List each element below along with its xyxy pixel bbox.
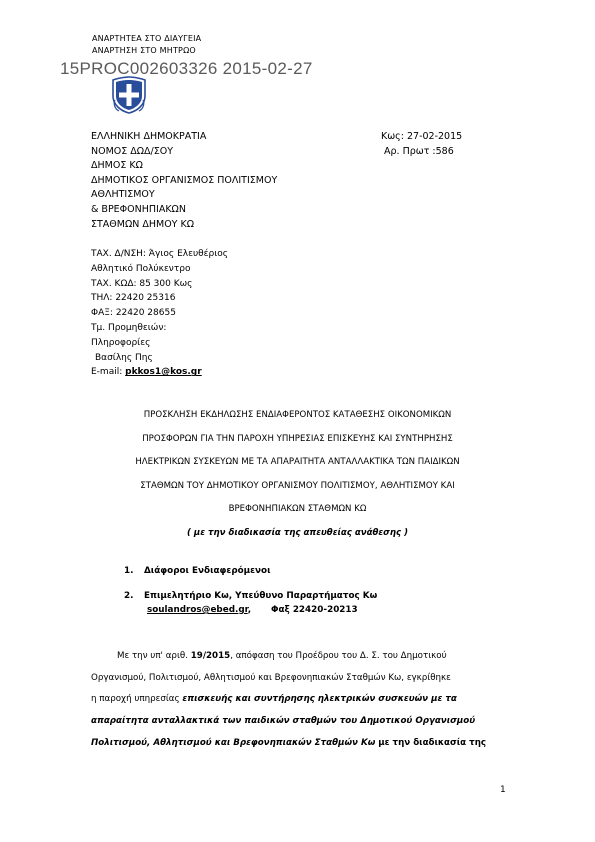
title-line: ΣΤΑΘΜΩΝ ΤΟΥ ΔΗΜΟΤΙΚΟΥ ΟΡΓΑΝΙΣΜΟΥ ΠΟΛΙΤΙΣΜΟΥ, ΑΘΛΗΤΙΣΜΟΥ ΚΑΙ	[140, 480, 455, 491]
protocol-stamp: 15PROC002603326 2015-02-27	[60, 59, 313, 78]
address-block	[91, 247, 228, 380]
body-emphasis: Πολιτισμού, Αθλητισμού και Βρεφονηπιακών Σταθμών Κω	[91, 737, 376, 748]
body-line	[91, 646, 486, 668]
body-text: , απόφαση του Προέδρου του Δ. Σ. του Δημοτικού	[230, 651, 447, 661]
address-phone: ΤΗΛ: 22420 25316	[91, 293, 176, 304]
body-line: Οργανισμού, Πολιτισμού, Αθλητισμού και Βρεφονηπιακών Σταθμών Κω, εγκρίθηκε	[91, 672, 451, 683]
header-line: ΔΗΜΟΤΙΚΟΣ ΟΡΓΑΝΙΣΜΟΣ ΠΟΛΙΤΙΣΜΟΥ	[91, 174, 278, 186]
recipient-fax: Φαξ 22420-20213	[271, 605, 358, 615]
contact-separator: ,	[247, 605, 252, 615]
recipient-text: Διάφοροι Ενδιαφερόμενοι	[144, 566, 271, 576]
email-label: E-mail:	[91, 367, 123, 378]
recipient-item	[124, 566, 271, 576]
address-postal: ΤΑΧ. ΚΩΔ: 85 300 Κως	[91, 278, 193, 289]
body-text: Με την υπ' αριθ.	[117, 651, 191, 661]
body-line	[91, 733, 486, 755]
recipient-email-link[interactable]: soulandros@ebed.gr	[147, 605, 248, 615]
decision-number: 19/2015	[190, 651, 231, 661]
address-fax: ΦΑΞ: 22420 28655	[91, 308, 176, 319]
title-subtitle: ( με την διαδικασία της απευθείας ανάθεσης )	[187, 527, 408, 538]
recipient-number: 1.	[124, 566, 134, 576]
body-line: απαραίτητα ανταλλακτικά των παιδικών σταθμών του Δημοτικού Οργανισμού	[91, 716, 476, 727]
document-date: Κως: 27-02-2015	[381, 131, 463, 142]
recipient-text: Επιμελητήριο Κω, Υπεύθυνο Παραρτήματος Κω	[144, 591, 378, 601]
body-text: με την διαδικασία της	[375, 737, 487, 748]
body-paragraph	[91, 646, 486, 755]
header-line: ΣΤΑΘΜΩΝ ΔΗΜΟΥ ΚΩ	[91, 218, 194, 230]
stamp-line-1: ΑΝΑΡΤΗΤΕΑ ΣΤΟ ΔΙΑΥΓΕΙΑ	[92, 34, 202, 43]
protocol-number: Αρ. Πρωτ :586	[384, 146, 454, 157]
body-text: η παροχή υπηρεσίας	[91, 694, 183, 705]
title-line: ΠΡΟΣΚΛΗΣΗ ΕΚΔΗΛΩΣΗΣ ΕΝΔΙΑΦΕΡΟΝΤΟΣ ΚΑΤΑΘΕΣΗΣ ΟΙΚΟΝΟΜΙΚΩΝ	[143, 410, 452, 420]
header-line: ΕΛΛΗΝΙΚΗ ΔΗΜΟΚΡΑΤΙΑ	[91, 131, 207, 142]
recipient-contact	[147, 605, 358, 615]
page-number: 1	[500, 785, 506, 795]
address-venue: Αθλητικό Πολύκεντρο	[91, 263, 191, 274]
header-line: ΔΗΜΟΣ ΚΩ	[91, 160, 143, 172]
address-street: ΤΑΧ. Δ/ΝΣΗ: Άγιος Ελευθέριος	[91, 249, 229, 259]
recipient-item	[124, 591, 377, 601]
header-line: & ΒΡΕΦΟΝΗΠΙΑΚΩΝ	[91, 203, 186, 215]
address-dept: Τμ. Προμηθειών:	[91, 322, 167, 333]
header-line: ΝΟΜΟΣ ΔΩΔ/ΣΟΥ	[91, 145, 174, 157]
header-line: ΑΘΛΗΤΙΣΜΟΥ	[91, 189, 155, 201]
title-line: ΒΡΕΦΟΝΗΠΙΑΚΩΝ ΣΤΑΘΜΩΝ ΚΩ	[228, 504, 367, 514]
title-line: ΠΡΟΣΦΟΡΩΝ ΓΙΑ ΤΗΝ ΠΑΡΟΧΗ ΥΠΗΡΕΣΙΑΣ ΕΠΙΣΚΕΥΗΣ ΚΑΙ ΣΥΝΤΗΡΗΣΗΣ	[142, 433, 453, 444]
address-email-row	[91, 365, 228, 380]
stamp-line-2: ΑΝΑΡΤΗΣΗ ΣΤΟ ΜΗΤΡΩΟ	[92, 46, 196, 55]
body-line	[91, 689, 486, 711]
recipient-number: 2.	[124, 591, 134, 601]
issuer-header	[91, 130, 277, 232]
address-contact: Βασίλης Πης	[95, 352, 153, 363]
greek-coat-of-arms-icon	[111, 76, 147, 114]
email-link[interactable]: pkkos1@kos.gr	[125, 367, 202, 378]
document-title	[0, 404, 595, 545]
title-line: ΗΛΕΚΤΡΙΚΩΝ ΣΥΣΚΕΥΩΝ ΜΕ ΤΑ ΑΠΑΡΑΙΤΗΤΑ ΑΝΤΑΛΛΑΚΤΙΚΑ ΤΩΝ ΠΑΙΔΙΚΩΝ	[135, 457, 460, 467]
address-info: Πληροφορίες	[91, 337, 151, 348]
body-emphasis: επισκευής και συντήρησης ηλεκτρικών συσκευών με τα	[182, 694, 457, 705]
